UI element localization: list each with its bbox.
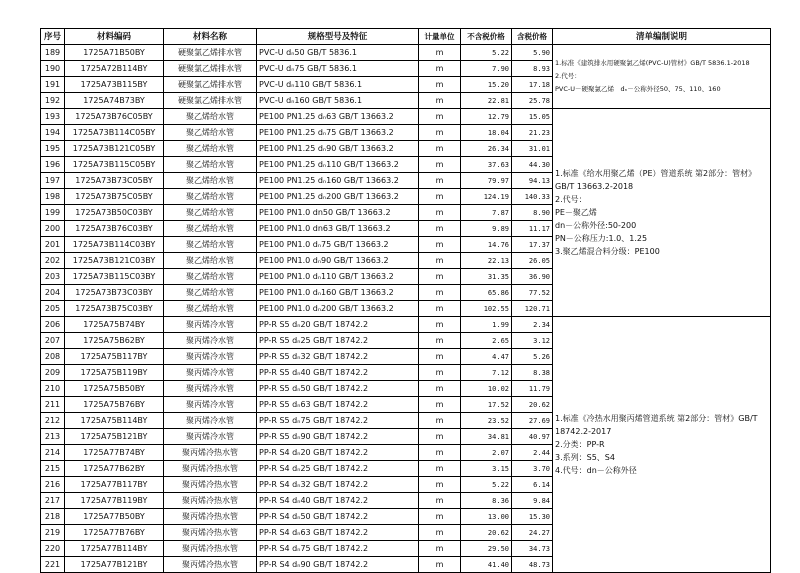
header-unit: 计量单位 <box>419 29 461 45</box>
row-seq: 209 <box>41 365 65 381</box>
row-spec: PE100 PN1.0 dn63 GB/T 13663.2 <box>257 221 419 237</box>
row-unit: m <box>419 141 461 157</box>
row-material-code: 1725A73B75C03BY <box>65 301 164 317</box>
row-spec: PP-R S4 dₙ32 GB/T 18742.2 <box>257 477 419 493</box>
row-unit: m <box>419 269 461 285</box>
row-unit: m <box>419 413 461 429</box>
row-unit: m <box>419 157 461 173</box>
row-spec: PP-R S4 dₙ20 GB/T 18742.2 <box>257 445 419 461</box>
header-code: 材料编码 <box>65 29 164 45</box>
row-spec: PP-R S5 dₙ40 GB/T 18742.2 <box>257 365 419 381</box>
row-material-code: 1725A75B117BY <box>65 349 164 365</box>
row-unit: m <box>419 541 461 557</box>
note-line: 2.代号： <box>555 195 587 204</box>
row-seq: 208 <box>41 349 65 365</box>
row-material-name: 聚丙烯冷水管 <box>164 429 257 445</box>
row-material-name: 硬聚氯乙烯排水管 <box>164 77 257 93</box>
row-price-ex-tax: 2.07 <box>461 445 512 461</box>
row-price-ex-tax: 65.86 <box>461 285 512 301</box>
row-spec: PE100 PN1.0 dₙ200 GB/T 13663.2 <box>257 301 419 317</box>
row-seq: 190 <box>41 61 65 77</box>
row-price-ex-tax: 5.22 <box>461 45 512 61</box>
row-seq: 220 <box>41 541 65 557</box>
row-unit: m <box>419 173 461 189</box>
row-material-code: 1725A72B114BY <box>65 61 164 77</box>
row-material-name: 聚乙烯给水管 <box>164 237 257 253</box>
row-price-ex-tax: 8.36 <box>461 493 512 509</box>
row-price-inc-tax: 140.33 <box>512 189 553 205</box>
row-material-name: 聚乙烯给水管 <box>164 253 257 269</box>
row-price-ex-tax: 14.76 <box>461 237 512 253</box>
row-material-code: 1725A73B73C03BY <box>65 285 164 301</box>
row-material-code: 1725A75B119BY <box>65 365 164 381</box>
row-spec: PE100 PN1.25 dₙ200 GB/T 13663.2 <box>257 189 419 205</box>
row-price-ex-tax: 7.87 <box>461 205 512 221</box>
row-spec: PP-R S5 dₙ20 GB/T 18742.2 <box>257 317 419 333</box>
row-unit: m <box>419 93 461 109</box>
row-price-ex-tax: 5.22 <box>461 477 512 493</box>
row-material-code: 1725A77B121BY <box>65 557 164 573</box>
row-material-name: 聚乙烯给水管 <box>164 285 257 301</box>
row-price-inc-tax: 15.30 <box>512 509 553 525</box>
row-unit: m <box>419 205 461 221</box>
row-material-code: 1725A77B50BY <box>65 509 164 525</box>
row-material-code: 1725A73B114C05BY <box>65 125 164 141</box>
row-material-name: 聚乙烯给水管 <box>164 301 257 317</box>
row-material-name: 聚乙烯给水管 <box>164 221 257 237</box>
row-seq: 194 <box>41 125 65 141</box>
row-material-code: 1725A73B75C05BY <box>65 189 164 205</box>
row-seq: 202 <box>41 253 65 269</box>
row-material-code: 1725A73B121C05BY <box>65 141 164 157</box>
row-spec: PE100 PN1.25 dₙ63 GB/T 13663.2 <box>257 109 419 125</box>
row-unit: m <box>419 45 461 61</box>
row-material-code: 1725A77B76BY <box>65 525 164 541</box>
row-spec: PP-R S4 dₙ90 GB/T 18742.2 <box>257 557 419 573</box>
row-price-ex-tax: 13.00 <box>461 509 512 525</box>
row-material-name: 硬聚氯乙烯排水管 <box>164 93 257 109</box>
row-spec: PP-R S5 dₙ32 GB/T 18742.2 <box>257 349 419 365</box>
row-unit: m <box>419 221 461 237</box>
row-price-ex-tax: 15.20 <box>461 77 512 93</box>
row-material-code: 1725A75B76BY <box>65 397 164 413</box>
row-price-ex-tax: 22.81 <box>461 93 512 109</box>
note-line: 1.标准《建筑排水用硬聚氯乙烯(PVC-U)管材》GB/T 5836.1-2018 <box>555 59 750 67</box>
row-price-ex-tax: 102.55 <box>461 301 512 317</box>
row-spec: PP-R S4 dₙ63 GB/T 18742.2 <box>257 525 419 541</box>
row-seq: 211 <box>41 397 65 413</box>
table-row <box>41 109 771 125</box>
note-line: 2.分类：PP-R <box>555 440 605 449</box>
row-material-name: 硬聚氯乙烯排水管 <box>164 61 257 77</box>
note-line: 4.代号：dn－公称外径 <box>555 466 637 475</box>
row-price-inc-tax: 48.73 <box>512 557 553 573</box>
row-unit: m <box>419 493 461 509</box>
row-material-code: 1725A77B119BY <box>65 493 164 509</box>
row-price-ex-tax: 2.65 <box>461 333 512 349</box>
row-spec: PE100 PN1.0 dn50 GB/T 13663.2 <box>257 205 419 221</box>
row-price-inc-tax: 5.90 <box>512 45 553 61</box>
row-price-inc-tax: 77.52 <box>512 285 553 301</box>
row-material-code: 1725A73B50C03BY <box>65 205 164 221</box>
row-material-code: 1725A73B115C03BY <box>65 269 164 285</box>
row-material-name: 聚乙烯给水管 <box>164 189 257 205</box>
row-spec: PE100 PN1.25 dₙ160 GB/T 13663.2 <box>257 173 419 189</box>
row-price-ex-tax: 9.89 <box>461 221 512 237</box>
row-seq: 196 <box>41 157 65 173</box>
row-price-inc-tax: 2.44 <box>512 445 553 461</box>
row-material-code: 1725A77B114BY <box>65 541 164 557</box>
row-unit: m <box>419 445 461 461</box>
row-material-code: 1725A77B74BY <box>65 445 164 461</box>
row-material-code: 1725A73B115C05BY <box>65 157 164 173</box>
row-seq: 213 <box>41 429 65 445</box>
row-seq: 200 <box>41 221 65 237</box>
row-spec: PE100 PN1.0 dₙ160 GB/T 13663.2 <box>257 285 419 301</box>
row-seq: 195 <box>41 141 65 157</box>
row-price-ex-tax: 7.90 <box>461 61 512 77</box>
row-material-name: 聚丙烯冷水管 <box>164 413 257 429</box>
row-material-code: 1725A74B73BY <box>65 93 164 109</box>
row-price-inc-tax: 2.34 <box>512 317 553 333</box>
row-spec: PP-R S4 dₙ40 GB/T 18742.2 <box>257 493 419 509</box>
row-unit: m <box>419 285 461 301</box>
row-price-inc-tax: 15.05 <box>512 109 553 125</box>
row-price-ex-tax: 79.97 <box>461 173 512 189</box>
row-spec: PE100 PN1.25 dₙ110 GB/T 13663.2 <box>257 157 419 173</box>
row-price-ex-tax: 3.15 <box>461 461 512 477</box>
row-unit: m <box>419 77 461 93</box>
row-price-inc-tax: 5.26 <box>512 349 553 365</box>
row-material-name: 聚丙烯冷热水管 <box>164 493 257 509</box>
header-seq: 序号 <box>41 29 65 45</box>
row-price-inc-tax: 6.14 <box>512 477 553 493</box>
row-material-name: 聚乙烯给水管 <box>164 125 257 141</box>
row-unit: m <box>419 253 461 269</box>
row-seq: 205 <box>41 301 65 317</box>
row-material-name: 聚丙烯冷水管 <box>164 349 257 365</box>
row-spec: PP-R S5 dₙ63 GB/T 18742.2 <box>257 397 419 413</box>
row-material-name: 聚丙烯冷热水管 <box>164 445 257 461</box>
row-seq: 221 <box>41 557 65 573</box>
row-spec: PE100 PN1.25 dₙ75 GB/T 13663.2 <box>257 125 419 141</box>
row-unit: m <box>419 125 461 141</box>
row-unit: m <box>419 461 461 477</box>
row-price-ex-tax: 22.13 <box>461 253 512 269</box>
row-unit: m <box>419 61 461 77</box>
row-material-name: 聚乙烯给水管 <box>164 157 257 173</box>
row-seq: 198 <box>41 189 65 205</box>
row-price-inc-tax: 3.12 <box>512 333 553 349</box>
row-unit: m <box>419 317 461 333</box>
row-material-code: 1725A73B115BY <box>65 77 164 93</box>
row-seq: 192 <box>41 93 65 109</box>
row-seq: 207 <box>41 333 65 349</box>
row-unit: m <box>419 381 461 397</box>
note-line: PVC-U－硬聚氯乙烯 dₙ－公称外径50、75、110、160 <box>555 85 721 93</box>
notes-cell <box>553 317 771 573</box>
row-price-inc-tax: 94.13 <box>512 173 553 189</box>
note-line: dn－公称外径:50-200 <box>555 221 637 230</box>
row-material-name: 聚乙烯给水管 <box>164 141 257 157</box>
row-material-code: 1725A77B62BY <box>65 461 164 477</box>
row-price-inc-tax: 27.69 <box>512 413 553 429</box>
row-seq: 193 <box>41 109 65 125</box>
row-price-inc-tax: 120.71 <box>512 301 553 317</box>
note-line: PE－聚乙烯 <box>555 208 597 217</box>
row-material-name: 聚丙烯冷热水管 <box>164 525 257 541</box>
row-material-name: 聚丙烯冷水管 <box>164 365 257 381</box>
row-unit: m <box>419 477 461 493</box>
row-unit: m <box>419 189 461 205</box>
row-price-inc-tax: 20.62 <box>512 397 553 413</box>
row-seq: 217 <box>41 493 65 509</box>
material-price-table <box>40 28 771 573</box>
row-price-ex-tax: 34.81 <box>461 429 512 445</box>
row-spec: PP-R S4 dₙ50 GB/T 18742.2 <box>257 509 419 525</box>
row-price-inc-tax: 11.17 <box>512 221 553 237</box>
row-spec: PP-R S4 dₙ75 GB/T 18742.2 <box>257 541 419 557</box>
row-seq: 204 <box>41 285 65 301</box>
row-unit: m <box>419 509 461 525</box>
row-spec: PVC-U dₙ160 GB/T 5836.1 <box>257 93 419 109</box>
row-seq: 191 <box>41 77 65 93</box>
row-seq: 199 <box>41 205 65 221</box>
note-line: PN－公称压力:1.0、1.25 <box>555 234 648 243</box>
row-material-code: 1725A75B114BY <box>65 413 164 429</box>
row-material-name: 聚丙烯冷水管 <box>164 381 257 397</box>
note-line: 3.系列：S5、S4 <box>555 453 615 462</box>
row-price-inc-tax: 26.05 <box>512 253 553 269</box>
row-material-name: 聚丙烯冷热水管 <box>164 541 257 557</box>
row-spec: PP-R S5 dₙ25 GB/T 18742.2 <box>257 333 419 349</box>
row-price-inc-tax: 25.78 <box>512 93 553 109</box>
row-price-ex-tax: 23.52 <box>461 413 512 429</box>
row-price-ex-tax: 1.99 <box>461 317 512 333</box>
row-price-ex-tax: 37.63 <box>461 157 512 173</box>
row-seq: 215 <box>41 461 65 477</box>
row-price-ex-tax: 7.12 <box>461 365 512 381</box>
row-price-inc-tax: 17.37 <box>512 237 553 253</box>
row-price-inc-tax: 3.70 <box>512 461 553 477</box>
row-material-code: 1725A73B114C03BY <box>65 237 164 253</box>
row-spec: PVC-U dₙ75 GB/T 5836.1 <box>257 61 419 77</box>
table-row <box>41 45 771 61</box>
row-price-ex-tax: 31.35 <box>461 269 512 285</box>
row-price-ex-tax: 26.34 <box>461 141 512 157</box>
header-row <box>41 29 771 45</box>
price-list-sheet <box>40 28 771 573</box>
row-unit: m <box>419 333 461 349</box>
row-price-ex-tax: 29.50 <box>461 541 512 557</box>
row-price-ex-tax: 18.04 <box>461 125 512 141</box>
header-price-ex-tax: 不含税价格 <box>461 29 512 45</box>
row-unit: m <box>419 525 461 541</box>
row-seq: 206 <box>41 317 65 333</box>
note-line: 1.标准《给水用聚乙烯（PE）管道系统 第2部分：管材》GB/T 13663.2-2018 <box>555 169 757 191</box>
row-spec: PVC-U dₙ110 GB/T 5836.1 <box>257 77 419 93</box>
row-price-inc-tax: 44.30 <box>512 157 553 173</box>
row-unit: m <box>419 429 461 445</box>
row-material-code: 1725A73B76C05BY <box>65 109 164 125</box>
row-seq: 218 <box>41 509 65 525</box>
row-price-ex-tax: 10.02 <box>461 381 512 397</box>
row-spec: PP-R S4 dₙ25 GB/T 18742.2 <box>257 461 419 477</box>
row-seq: 214 <box>41 445 65 461</box>
row-material-code: 1725A73B73C05BY <box>65 173 164 189</box>
row-price-inc-tax: 24.27 <box>512 525 553 541</box>
row-unit: m <box>419 397 461 413</box>
row-price-inc-tax: 8.38 <box>512 365 553 381</box>
row-unit: m <box>419 109 461 125</box>
row-price-inc-tax: 9.84 <box>512 493 553 509</box>
row-material-code: 1725A75B121BY <box>65 429 164 445</box>
row-unit: m <box>419 301 461 317</box>
row-material-name: 聚丙烯冷热水管 <box>164 509 257 525</box>
row-seq: 189 <box>41 45 65 61</box>
row-material-code: 1725A75B62BY <box>65 333 164 349</box>
row-material-name: 聚乙烯给水管 <box>164 205 257 221</box>
note-line: 3.聚乙烯混合料分级：PE100 <box>555 247 660 256</box>
row-seq: 203 <box>41 269 65 285</box>
row-spec: PE100 PN1.0 dₙ110 GB/T 13663.2 <box>257 269 419 285</box>
notes-cell <box>553 45 771 109</box>
row-price-inc-tax: 21.23 <box>512 125 553 141</box>
row-price-ex-tax: 20.62 <box>461 525 512 541</box>
row-price-inc-tax: 40.97 <box>512 429 553 445</box>
row-material-name: 聚乙烯给水管 <box>164 269 257 285</box>
row-spec: PE100 PN1.0 dₙ75 GB/T 13663.2 <box>257 237 419 253</box>
row-seq: 197 <box>41 173 65 189</box>
header-notes: 清单编制说明 <box>553 29 771 45</box>
row-material-code: 1725A75B50BY <box>65 381 164 397</box>
row-price-ex-tax: 124.19 <box>461 189 512 205</box>
row-seq: 216 <box>41 477 65 493</box>
row-unit: m <box>419 365 461 381</box>
row-material-name: 聚丙烯冷热水管 <box>164 557 257 573</box>
row-price-inc-tax: 36.90 <box>512 269 553 285</box>
row-price-inc-tax: 8.90 <box>512 205 553 221</box>
note-line: 1.标准《冷热水用聚丙烯管道系统 第2部分：管材》GB/T 18742.2-2017 <box>555 414 758 436</box>
row-price-inc-tax: 17.18 <box>512 77 553 93</box>
row-unit: m <box>419 237 461 253</box>
row-unit: m <box>419 557 461 573</box>
row-price-ex-tax: 4.47 <box>461 349 512 365</box>
row-material-name: 聚乙烯给水管 <box>164 109 257 125</box>
row-seq: 212 <box>41 413 65 429</box>
table-row <box>41 317 771 333</box>
row-spec: PP-R S5 dₙ50 GB/T 18742.2 <box>257 381 419 397</box>
row-seq: 201 <box>41 237 65 253</box>
row-price-inc-tax: 31.01 <box>512 141 553 157</box>
row-material-name: 聚丙烯冷水管 <box>164 397 257 413</box>
row-spec: PE100 PN1.0 dₙ90 GB/T 13663.2 <box>257 253 419 269</box>
row-unit: m <box>419 349 461 365</box>
row-spec: PP-R S5 dₙ90 GB/T 18742.2 <box>257 429 419 445</box>
row-material-name: 聚丙烯冷热水管 <box>164 461 257 477</box>
header-price-inc-tax: 含税价格 <box>512 29 553 45</box>
row-material-code: 1725A73B121C03BY <box>65 253 164 269</box>
header-name: 材料名称 <box>164 29 257 45</box>
row-material-code: 1725A77B117BY <box>65 477 164 493</box>
row-price-inc-tax: 11.79 <box>512 381 553 397</box>
row-material-code: 1725A73B76C03BY <box>65 221 164 237</box>
table-body <box>41 45 771 573</box>
row-seq: 210 <box>41 381 65 397</box>
row-spec: PP-R S5 dₙ75 GB/T 18742.2 <box>257 413 419 429</box>
row-spec: PE100 PN1.25 dₙ90 GB/T 13663.2 <box>257 141 419 157</box>
header-spec: 规格型号及特征 <box>257 29 419 45</box>
row-seq: 219 <box>41 525 65 541</box>
row-spec: PVC-U dₙ50 GB/T 5836.1 <box>257 45 419 61</box>
row-price-ex-tax: 17.52 <box>461 397 512 413</box>
row-price-ex-tax: 12.79 <box>461 109 512 125</box>
row-price-inc-tax: 8.93 <box>512 61 553 77</box>
row-material-code: 1725A71B50BY <box>65 45 164 61</box>
row-material-name: 聚丙烯冷热水管 <box>164 477 257 493</box>
row-material-name: 硬聚氯乙烯排水管 <box>164 45 257 61</box>
row-price-inc-tax: 34.73 <box>512 541 553 557</box>
row-price-ex-tax: 41.40 <box>461 557 512 573</box>
row-material-name: 聚乙烯给水管 <box>164 173 257 189</box>
row-material-code: 1725A75B74BY <box>65 317 164 333</box>
note-line: 2.代号： <box>555 72 581 80</box>
notes-cell <box>553 109 771 317</box>
row-material-name: 聚丙烯冷水管 <box>164 333 257 349</box>
row-material-name: 聚丙烯冷水管 <box>164 317 257 333</box>
